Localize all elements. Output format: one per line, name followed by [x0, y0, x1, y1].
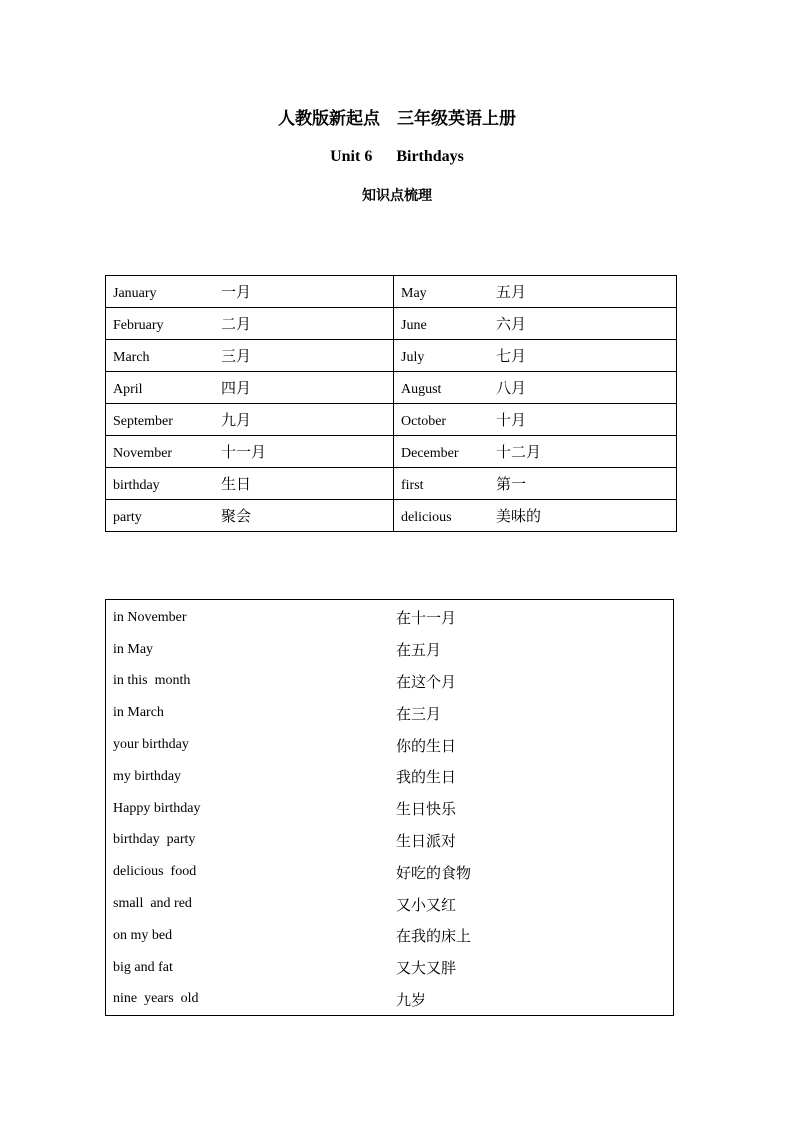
vocab-row	[106, 372, 677, 404]
vocab-cell	[394, 308, 677, 340]
vocab-cell	[106, 276, 394, 308]
vocab-word: June	[401, 318, 427, 333]
vocab-cell	[106, 468, 394, 500]
vocab-word: May	[401, 286, 427, 301]
vocab-row	[106, 468, 677, 500]
vocab-meaning: 七月	[496, 349, 527, 365]
vocab-cell	[106, 308, 394, 340]
vocab-meaning: 十一月	[221, 445, 267, 461]
phrase-row	[106, 666, 674, 698]
vocab-meaning: 聚会	[221, 509, 252, 525]
phrase-row	[106, 793, 674, 825]
vocab-meaning: 四月	[221, 381, 252, 397]
vocab-meaning: 十月	[496, 413, 527, 429]
vocab-word: January	[113, 286, 157, 301]
phrase-row	[106, 634, 674, 666]
document-title: 人教版新起点 三年级英语上册	[278, 109, 516, 128]
vocab-cell	[394, 276, 677, 308]
vocab-row	[106, 500, 677, 532]
vocab-word: party	[113, 510, 142, 525]
phrase-row	[106, 856, 674, 888]
phrase-row	[106, 729, 674, 761]
vocab-meaning: 三月	[221, 349, 252, 365]
vocab-cell	[394, 404, 677, 436]
vocab-cell	[106, 500, 394, 532]
vocab-word: delicious	[401, 510, 452, 525]
vocab-meaning: 美味的	[496, 509, 542, 525]
vocab-meaning: 二月	[221, 317, 252, 333]
vocab-meaning: 五月	[496, 285, 527, 301]
vocab-cell	[394, 436, 677, 468]
vocab-word: February	[113, 318, 164, 333]
phrase-chinese: 生日快乐	[396, 802, 457, 819]
vocab-meaning: 九月	[221, 413, 252, 429]
phrase-row	[106, 952, 674, 984]
vocab-word: September	[113, 414, 173, 429]
vocab-meaning: 八月	[496, 381, 527, 397]
phrase-row	[106, 600, 674, 634]
vocab-meaning: 一月	[221, 285, 252, 301]
phrase-row	[106, 984, 674, 1016]
vocab-cell	[106, 372, 394, 404]
vocab-word: March	[113, 350, 150, 365]
vocab-row	[106, 436, 677, 468]
vocab-row	[106, 308, 677, 340]
unit-title: Unit 6 Birthdays	[330, 148, 464, 165]
vocab-cell	[394, 340, 677, 372]
vocab-word: April	[113, 382, 143, 397]
phrase-english: delicious food	[113, 864, 197, 880]
phrase-english: in this month	[113, 673, 191, 689]
vocab-meaning: 生日	[221, 477, 252, 493]
vocab-word: November	[113, 446, 173, 461]
vocab-cell	[106, 340, 394, 372]
vocabulary-table	[105, 275, 677, 532]
vocab-word: October	[401, 414, 447, 429]
phrase-english: nine years old	[113, 991, 199, 1007]
phrase-english: your birthday	[113, 737, 189, 753]
phrase-chinese: 在这个月	[396, 674, 457, 691]
phrase-chinese: 生日派对	[396, 833, 457, 850]
vocab-cell	[106, 404, 394, 436]
vocab-word: birthday	[113, 478, 160, 493]
vocab-meaning: 六月	[496, 317, 527, 333]
phrase-english: Happy birthday	[113, 800, 201, 816]
phrase-row	[106, 697, 674, 729]
phrase-chinese: 在三月	[396, 706, 442, 723]
phrase-english: big and fat	[113, 959, 173, 975]
vocab-cell	[394, 468, 677, 500]
vocab-word: December	[401, 446, 459, 461]
vocab-cell	[106, 436, 394, 468]
vocab-row	[106, 404, 677, 436]
phrase-chinese: 我的生日	[396, 770, 457, 787]
phrase-english: on my bed	[113, 927, 173, 943]
vocab-word: August	[401, 382, 442, 397]
vocab-row	[106, 276, 677, 308]
phrase-chinese: 在十一月	[396, 611, 457, 628]
phrase-table	[105, 599, 674, 1016]
phrase-english: in November	[113, 609, 187, 625]
phrase-row	[106, 761, 674, 793]
vocab-cell	[394, 500, 677, 532]
vocab-row	[106, 340, 677, 372]
phrase-english: in May	[113, 641, 154, 657]
vocab-meaning: 第一	[496, 477, 527, 493]
phrase-chinese: 又小又红	[396, 897, 457, 914]
phrase-row	[106, 888, 674, 920]
phrase-chinese: 在五月	[396, 643, 442, 660]
phrase-row	[106, 920, 674, 952]
phrase-english: small and red	[113, 896, 192, 912]
phrase-chinese: 在我的床上	[396, 929, 472, 946]
vocab-meaning: 十二月	[496, 445, 542, 461]
phrase-row	[106, 825, 674, 857]
vocab-word: first	[401, 478, 424, 493]
vocab-word: July	[401, 350, 425, 365]
phrase-english: my birthday	[113, 768, 182, 784]
section-subtitle: 知识点梳理	[362, 189, 432, 204]
phrase-chinese: 又大又胖	[396, 961, 457, 978]
vocab-cell	[394, 372, 677, 404]
phrase-chinese: 九岁	[396, 992, 427, 1009]
phrase-english: birthday party	[113, 832, 196, 848]
phrase-chinese: 你的生日	[396, 738, 457, 755]
phrase-english: in March	[113, 705, 164, 721]
phrase-chinese: 好吃的食物	[396, 865, 472, 882]
